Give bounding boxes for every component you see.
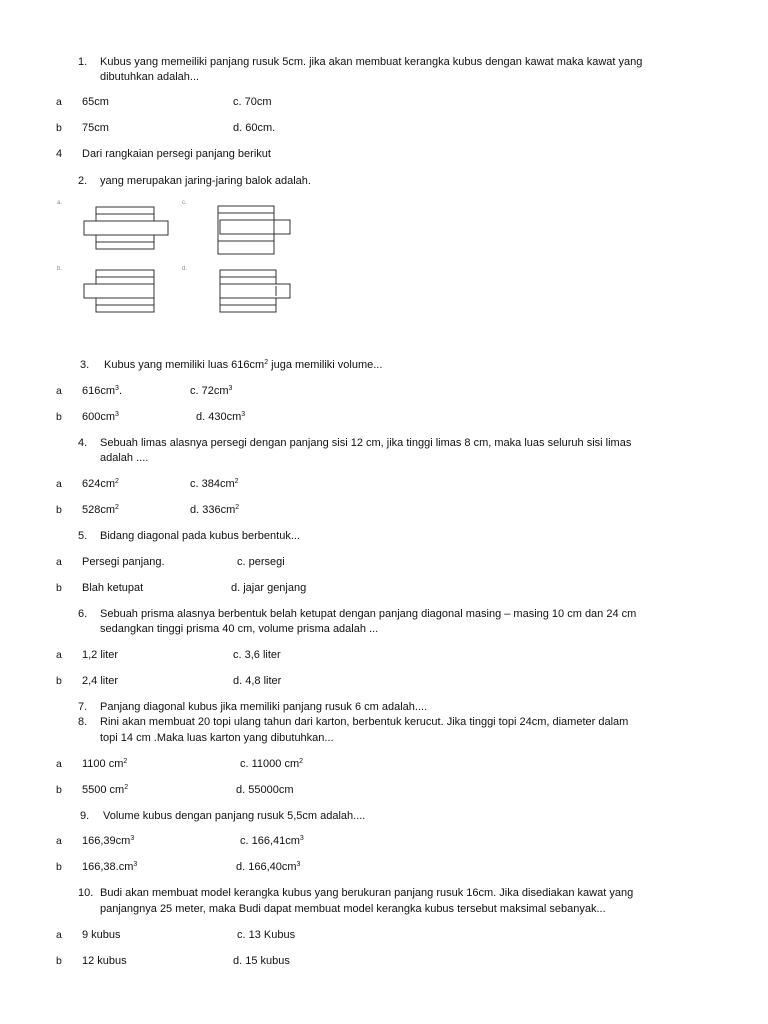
option-d: d. jajar genjang [231, 582, 307, 594]
question-text: adalah .... [100, 452, 149, 464]
option-b: $166,38.cm^3$ [82, 861, 138, 873]
option-c: c. 11000 $cm^2$ [240, 758, 304, 770]
question-number: 8. [78, 716, 88, 728]
option-letter: b [56, 122, 62, 134]
option-c: c. 13 Kubus [237, 929, 296, 941]
question-text: sedangkan tinggi prisma 40 cm, volume prisma adalah ... [100, 623, 379, 635]
option-c: c. 70cm [233, 96, 272, 108]
option-letter: b [56, 582, 62, 594]
option-letter: b [56, 784, 62, 796]
question-number: 6. [78, 608, 88, 620]
option-c: c. 3,6 liter [233, 649, 281, 661]
question-number: 7. [78, 701, 88, 713]
option-letter: b [56, 675, 62, 687]
option-letter: b [56, 861, 62, 873]
figure-label-d: d. [182, 266, 188, 272]
option-d: d. 55000cm [236, 784, 294, 796]
option-letter: a [56, 929, 62, 941]
figure-label-b: b. [57, 266, 63, 272]
option-a: 1,2 liter [82, 649, 119, 661]
question-text: dibutuhkan adalah... [100, 71, 200, 83]
option-b: 2,4 liter [82, 675, 119, 687]
option-a: 9 kubus [82, 929, 121, 941]
option-c: c. $72cm^3$ [190, 385, 233, 397]
nets-figure-svg [56, 198, 306, 326]
net-c-face [220, 220, 290, 234]
option-letter: a [56, 649, 62, 661]
option-b: 75cm [82, 122, 109, 134]
option-c: c. $384cm^2$ [190, 478, 239, 490]
option-d: d. $336cm^2$ [190, 504, 240, 516]
question-text: Budi akan membuat model kerangka kubus yang berukuran panjang rusuk 16cm. Jika disediakan kawat yang [100, 887, 634, 899]
question-text: Rini akan membuat 20 topi ulang tahun dari karton, berbentuk kerucut. Jika tinggi topi 24cm, diameter dalam [100, 716, 629, 728]
question-text: Kubus yang memiliki luas $616cm^2$ juga memiliki volume... [104, 359, 383, 371]
question-text: Bidang diagonal pada kubus berbentuk... [100, 530, 300, 542]
option-letter: a [56, 758, 62, 770]
question-number: 4 [56, 148, 63, 160]
question-text: Sebuah limas alasnya persegi dengan panjang sisi 12 cm, jika tinggi limas 8 cm, maka luas seluruh sisi limas [100, 437, 632, 449]
option-b: Blah ketupat [82, 582, 144, 594]
question-number: 5. [78, 530, 88, 542]
option-letter: a [56, 96, 62, 108]
option-a: $166,39cm^3$ [82, 835, 135, 847]
option-d: d. 15 kubus [233, 955, 290, 967]
option-a: 1100 $cm^2$ [82, 758, 128, 770]
net-d-face [220, 284, 290, 298]
option-a: Persegi panjang. [82, 556, 165, 568]
figure-label-c: c. [182, 200, 187, 206]
option-letter: a [56, 835, 62, 847]
option-letter: a [56, 385, 62, 397]
option-letter: a [56, 556, 62, 568]
question-number: 10. [78, 887, 94, 899]
option-letter: a [56, 478, 62, 490]
question-number: 9. [80, 810, 90, 822]
option-b: $528cm^2$ [82, 504, 119, 516]
question-text: topi 14 cm .Maka luas karton yang dibutuhkan... [100, 732, 334, 744]
option-c: c. $166,41cm^3$ [240, 835, 304, 847]
question-text: Kubus yang memeiliki panjang rusuk 5cm. jika akan membuat kerangka kubus dengan kawat maka kawat yang [100, 56, 643, 68]
option-b: 5500 $cm^2$ [82, 784, 129, 796]
option-a: 65cm [82, 96, 109, 108]
question-text: panjangnya 25 meter, maka Budi dapat membuat model kerangka kubus tersebut maksimal sebanyak... [100, 903, 606, 915]
option-b: 12 kubus [82, 955, 127, 967]
option-a: $624cm^2$ [82, 478, 119, 490]
option-letter: b [56, 411, 62, 423]
option-letter: b [56, 504, 62, 516]
nets-figure [56, 198, 306, 326]
option-d: d. 60cm. [233, 122, 276, 134]
question-text: Dari rangkaian persegi panjang berikut [82, 148, 271, 160]
question-number: 2. [78, 175, 88, 187]
question-number: 4. [78, 437, 88, 449]
question-text: Volume kubus dengan panjang rusuk 5,5cm adalah.... [103, 810, 366, 822]
option-b: $600cm^3$ [82, 411, 119, 423]
question-text: Panjang diagonal kubus jika memiliki panjang rusuk 6 cm adalah.... [100, 701, 428, 713]
option-d: d. 4,8 liter [233, 675, 282, 687]
question-text: Sebuah prisma alasnya berbentuk belah ketupat dengan panjang diagonal masing – masing 10 cm dan 24 cm [100, 608, 637, 620]
net-a-face [84, 221, 168, 235]
option-d: d. $166,40cm^3$ [236, 861, 301, 873]
net-b-face [84, 284, 154, 298]
option-a: $616cm^3$. [82, 385, 122, 397]
option-c: c. persegi [237, 556, 285, 568]
question-number: 3. [80, 359, 90, 371]
option-d: d. $430cm^3$ [196, 411, 246, 423]
question-number: 1. [78, 56, 88, 68]
option-letter: b [56, 955, 62, 967]
figure-label-a: a. [57, 200, 63, 206]
question-text: yang merupakan jaring-jaring balok adalah. [100, 175, 311, 187]
